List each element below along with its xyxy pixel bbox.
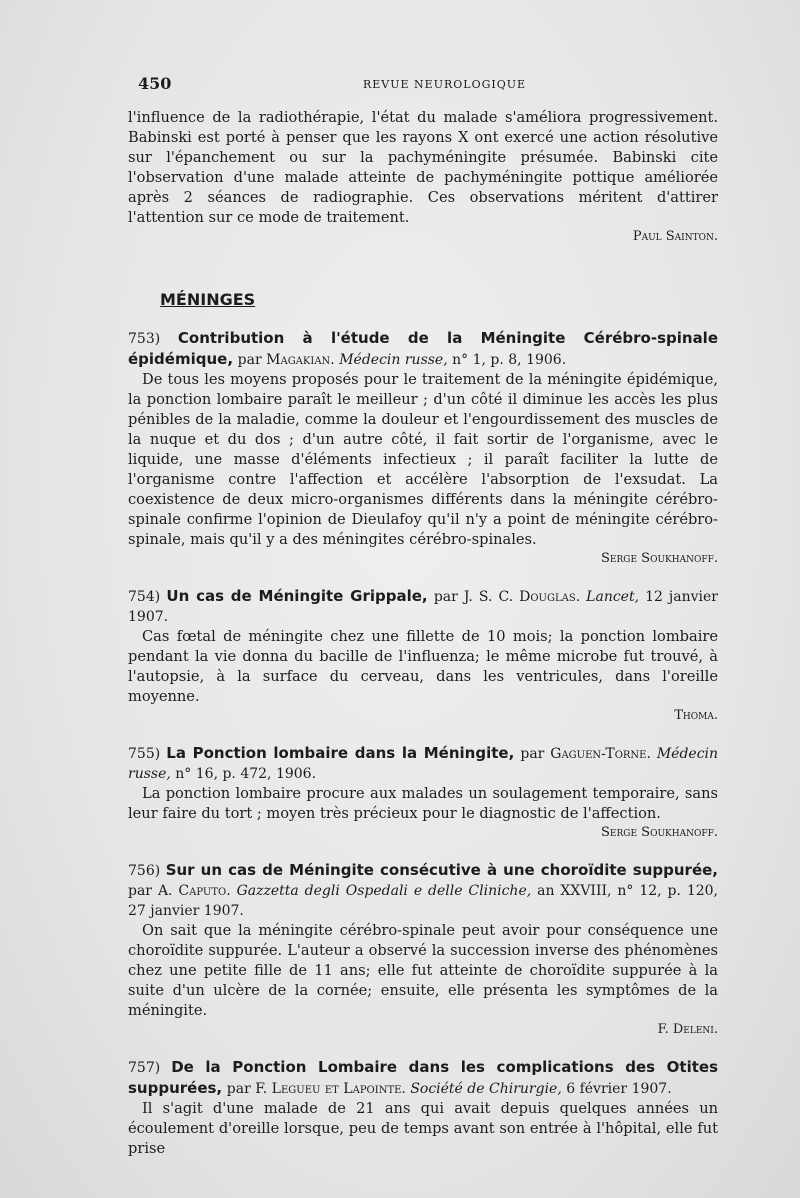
article-citation xyxy=(128,883,718,919)
article-signature: Serge Soukhanoff. xyxy=(601,551,718,566)
article-body: La ponction lombaire procure aux malades un soulagement temporaire, sans leur faire du tort ; moyen très précieux pour le diagnostic de l'affection. xyxy=(128,785,718,822)
article-number: 757) xyxy=(128,1060,161,1076)
citation-by: par xyxy=(128,883,153,899)
citation-author: Magakian. xyxy=(266,352,335,368)
article-757 xyxy=(128,1057,718,1159)
article-body: Il s'agit d'une malade de 21 ans qui avait depuis quelques années un écoulement d'oreille lorsque, peu de temps avant son entrée à l'hôpital, elle fut prise xyxy=(128,1100,718,1157)
citation-by: par xyxy=(226,1081,251,1097)
citation-source: Médecin russe, xyxy=(339,352,448,368)
article-title: Un cas de Méningite Grippale, xyxy=(166,587,428,605)
article-title: Contribution à l'étude de la Méningite Cérébro-spinale épidémique, xyxy=(128,329,719,368)
article-755 xyxy=(128,743,718,842)
article-title: De la Ponction Lombaire dans les complications des Otites suppurées, xyxy=(128,1058,718,1097)
article-title: La Ponction lombaire dans la Méningite, xyxy=(166,744,515,762)
article-title: Sur un cas de Méningite consécutive à une choroïdite suppurée, xyxy=(165,861,718,879)
article-title-line xyxy=(128,743,718,784)
continuation-signature: Paul Sainton. xyxy=(632,229,718,244)
article-number: 754) xyxy=(128,589,161,605)
section-heading: MÉNINGES xyxy=(160,290,256,309)
citation-details: n° 16, p. 472, 1906. xyxy=(175,766,317,782)
citation-by: par xyxy=(433,589,458,605)
citation-author: F. Legueu et Lapointe. xyxy=(255,1081,406,1097)
citation-author: J. S. C. Douglas. xyxy=(463,589,581,605)
article-body: Cas fœtal de méningite chez une fillette de 10 mois; la ponction lombaire pendant la vie donna du bacille de l'influenza; le même microbe fut trouvé, à l'autopsie, à la surface du cerveau, dans les ventricules, dans l'oreille moyenne. xyxy=(128,628,718,705)
article-signature: Serge Soukhanoff. xyxy=(601,825,718,840)
page-content xyxy=(128,108,718,1159)
article-title-line xyxy=(128,586,718,627)
article-citation xyxy=(238,352,566,368)
article-756 xyxy=(128,860,718,1039)
citation-author: A. Caputo. xyxy=(157,883,231,899)
citation-by: par xyxy=(237,352,262,368)
citation-by: par xyxy=(520,746,545,762)
article-title-line xyxy=(128,860,718,921)
article-title-line xyxy=(128,328,718,370)
article-citation xyxy=(227,1081,672,1097)
citation-source: Médecin russe, xyxy=(128,746,719,782)
citation-details: 6 février 1907. xyxy=(566,1081,672,1097)
citation-details: 12 janvier 1907. xyxy=(128,589,718,625)
article-body: De tous les moyens proposés pour le traitement de la méningite épidémique, la ponction lombaire paraît le meilleur ; d'un côté il diminue les accès les plus pénibles de la maladie, comme la douleur et l'engourdissement des muscles de la nuque et du dos ; d'un autre côté, il fait sortir de l'organisme, avec le liquide, une masse d'éléments infectieux ; il paraît faciliter la lutte de l'organisme contre l'affection et accélère l'absorption de l'exsudat. La coexistence de deux micro-organismes différents dans la méningite cérébro-spinale confirme l'opinion de Dieulafoy qu'il n'y a point de méningite cérébro-spinale, mais qu'il y a des méningites cérébro-spinales. xyxy=(128,371,718,548)
article-title-line xyxy=(128,1057,718,1099)
citation-source: Société de Chirurgie, xyxy=(410,1081,562,1097)
article-signature: F. Deleni. xyxy=(657,1022,718,1037)
article-753 xyxy=(128,328,718,568)
article-number: 756) xyxy=(128,863,161,879)
article-754 xyxy=(128,586,718,725)
article-number: 755) xyxy=(128,746,161,762)
page-header xyxy=(138,74,718,94)
page-number: 450 xyxy=(138,74,172,93)
article-body: On sait que la méningite cérébro-spinale peut avoir pour conséquence une choroïdite suppurée. L'auteur a observé la succession inverse des phénomènes chez une petite fille de 11 ans; elle fut atteinte de choroïdite suppurée à la suite d'un ulcère de la cornée; ensuite, elle présenta les symptômes de la méningite. xyxy=(128,922,718,1019)
continuation-paragraph: l'influence de la radiothérapie, l'état du malade s'améliora progressivement. Babinski est porté à penser que les rayons X ont exercé une action résolutive sur l'épanchement ou sur la pachyméningite présumée. Babinski cite l'observation d'une malade atteinte de pachyméningite pottique améliorée après 2 séances de radiographie. Ces observations méritent d'attirer l'attention sur ce mode de traitement. xyxy=(128,109,718,226)
citation-source: Lancet, xyxy=(586,589,640,605)
citation-source: Gazzetta degli Ospedali e delle Cliniche, xyxy=(236,883,532,899)
article-number: 753) xyxy=(128,331,161,347)
article-signature: Thoma. xyxy=(674,708,718,723)
citation-details: an XXVIII, n° 12, p. 120, 27 janvier 1907. xyxy=(128,883,719,919)
citation-author: Gaguen-Torne. xyxy=(550,746,651,762)
citation-details: n° 1, p. 8, 1906. xyxy=(452,352,567,368)
running-head: REVUE NEUROLOGIQUE xyxy=(363,78,527,91)
